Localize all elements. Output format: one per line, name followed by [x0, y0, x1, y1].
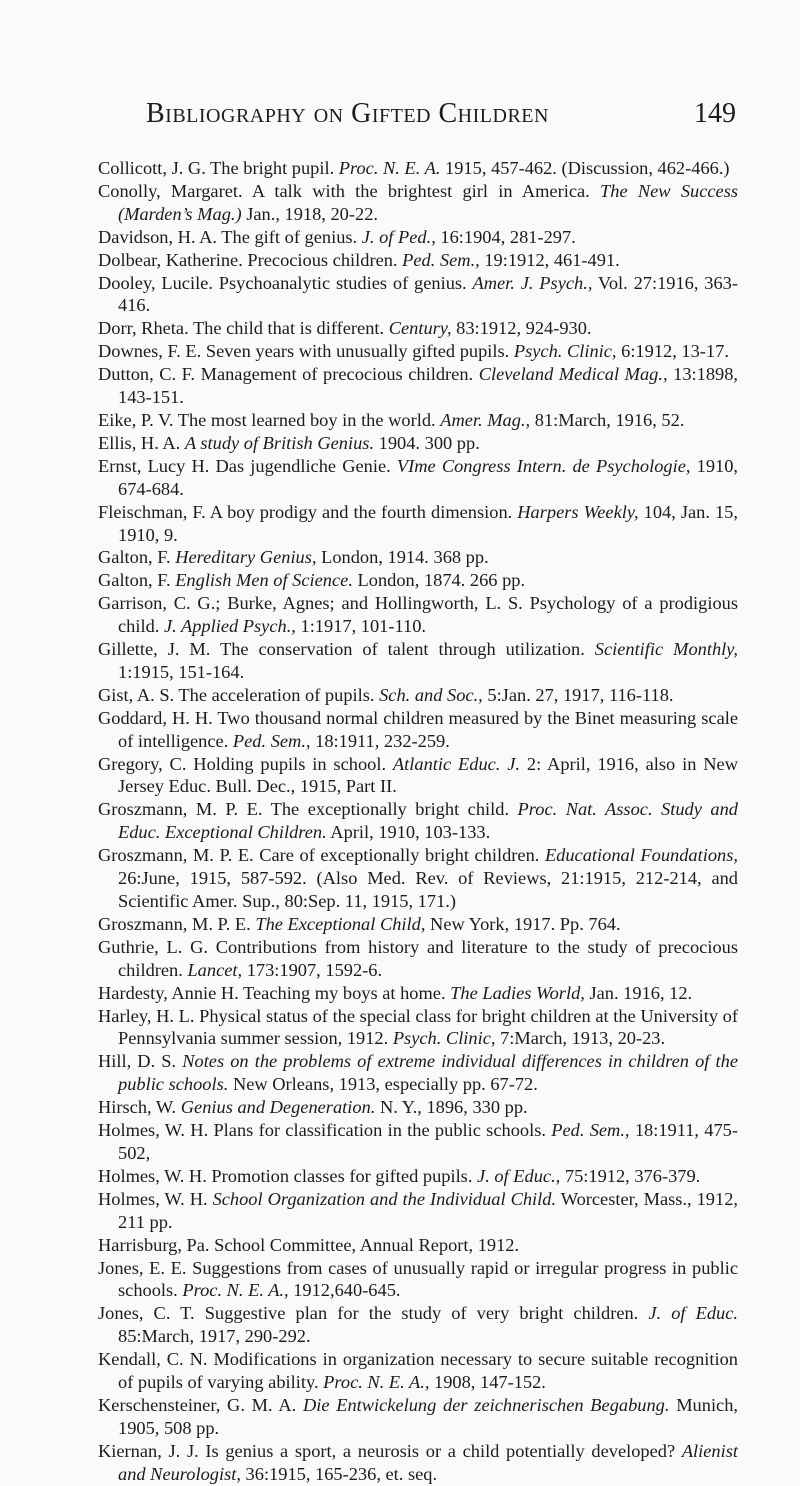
bibliography-entry: Collicott, J. G. The bright pupil. Proc. N. E. A. 1915, 457-462. (Discussion, 462-466.)	[98, 158, 730, 178]
bibliography-entry: Garrison, C. G.; Burke, Agnes; and Hollingworth, L. S. Psychology of a prodigious child. J. Applied Psych., 1:1917, 101-110.	[98, 593, 738, 637]
bibliography-entry: Hirsch, W. Genius and Degeneration. N. Y., 1896, 330 pp.	[98, 1097, 528, 1118]
bibliography-entry: Holmes, W. H. School Organization and the Individual Child. Worcester, Mass., 1912, 211 pp.	[98, 1188, 738, 1232]
bibliography-entry: Guthrie, L. G. Contributions from history and literature to the study of precocious children. Lancet, 173:1907, 1592-6.	[98, 936, 738, 980]
bibliography-entry: Conolly, Margaret. A talk with the brightest girl in America. The New Success (Marden’s Mag.) Jan., 1918, 20-22.	[98, 180, 739, 224]
bibliography-entry: Groszmann, M. P. E. Care of exceptionally bright children. Educational Foundations, 26:June, 1915, 587-592. (Also Med. Rev. of Reviews, 21:1915, 212-214, and Scientific Amer. Sup., 80:Sep. 11, 1915, 171.)	[98, 845, 738, 911]
bibliography-entry: Kiernan, J. J. Is genius a sport, a neurosis or a child potentially developed? Alienist and Neurologist, 36:1915, 165-236, et. seq.	[98, 1440, 738, 1484]
bibliography-entry: Holmes, W. H. Plans for classification in the public schools. Ped. Sem., 18:1911, 475-502,	[98, 1120, 739, 1163]
bibliography-entry: Downes, F. E. Seven years with unusually gifted pupils. Psych. Clinic, 6:1912, 13-17.	[98, 341, 729, 362]
bibliography-entry: Galton, F. Hereditary Genius, London, 1914. 368 pp.	[98, 547, 489, 568]
bibliography-entry: Groszmann, M. P. E. The Exceptional Child, New York, 1917. Pp. 764.	[98, 913, 621, 934]
bibliography-entry: Fleischman, F. A boy prodigy and the fourth dimension. Harpers Weekly, 104, Jan. 15, 1910, 9.	[98, 501, 738, 545]
running-title: Bibliography on Gifted Children	[146, 98, 549, 129]
bibliography-entry: Harrisburg, Pa. School Committee, Annual Report, 1912.	[98, 1234, 520, 1255]
bibliography-entry: Gregory, C. Holding pupils in school. Atlantic Educ. J. 2: April, 1916, also in New Jersey Educ. Bull. Dec., 1915, Part II.	[98, 753, 738, 797]
bibliography-entry: Hardesty, Annie H. Teaching my boys at home. The Ladies World, Jan. 1916, 12.	[98, 982, 693, 1003]
bibliography-entry: Gist, A. S. The acceleration of pupils. Sch. and Soc., 5:Jan. 27, 1917, 116-118.	[98, 684, 674, 705]
page-header	[96, 98, 736, 130]
bibliography-list	[98, 157, 738, 1486]
bibliography-entry: Goddard, H. H. Two thousand normal children measured by the Binet measuring scale of intelligence. Ped. Sem., 18:1911, 232-259.	[98, 707, 738, 751]
bibliography-entry: Dooley, Lucile. Psychoanalytic studies of genius. Amer. J. Psych., Vol. 27:1916, 363-416.	[98, 272, 738, 316]
page-number: 149	[694, 98, 736, 129]
bibliography-entry: Davidson, H. A. The gift of genius. J. of Ped., 16:1904, 281-297.	[98, 226, 576, 247]
bibliography-entry: Dolbear, Katherine. Precocious children. Ped. Sem., 19:1912, 461-491.	[98, 249, 620, 270]
bibliography-entry: Ernst, Lucy H. Das jugendliche Genie. VIme Congress Intern. de Psychologie, 1910, 674-684.	[98, 455, 738, 499]
bibliography-entry: Harley, H. L. Physical status of the special class for bright children at the University of Pennsylvania summer session, 1912. Psych. Clinic, 7:March, 1913, 20-23.	[98, 1005, 738, 1049]
bibliography-entry: Holmes, W. H. Promotion classes for gifted pupils. J. of Educ., 75:1912, 376-379.	[98, 1165, 701, 1186]
bibliography-entry: Galton, F. English Men of Science. London, 1874. 266 pp.	[98, 570, 526, 591]
bibliography-entry: Kendall, C. N. Modifications in organization necessary to secure suitable recognition of pupils of varying ability. Proc. N. E. A., 1908, 147-152.	[98, 1349, 738, 1393]
bibliography-entry: Groszmann, M. P. E. The exceptionally bright child. Proc. Nat. Assoc. Study and Educ. Exceptional Children. April, 1910, 103-133.	[98, 799, 738, 843]
bibliography-entry: Gillette, J. M. The conservation of talent through utilization. Scientific Monthly, 1:1915, 151-164.	[98, 639, 738, 682]
bibliography-entry: Hill, D. S. Notes on the problems of extreme individual differences in children of the public schools. New Orleans, 1913, especially pp. 67-72.	[98, 1051, 738, 1095]
bibliography-entry: Dutton, C. F. Management of precocious children. Cleveland Medical Mag., 13:1898, 143-151.	[98, 364, 739, 408]
bibliography-entry: Ellis, H. A. A study of British Genius. 1904. 300 pp.	[98, 432, 480, 453]
bibliography-entry: Jones, E. E. Suggestions from cases of unusually rapid or irregular progress in public schools. Proc. N. E. A., 1912,640-645.	[98, 1257, 738, 1301]
bibliography-entry: Kerschensteiner, G. M. A. Die Entwickelung der zeichnerischen Begabung. Munich, 1905, 508 pp.	[98, 1394, 739, 1438]
bibliography-entry: Dorr, Rheta. The child that is different. Century, 83:1912, 924-930.	[98, 318, 592, 339]
bibliography-entry: Jones, C. T. Suggestive plan for the study of very bright children. J. of Educ. 85:March, 1917, 290-292.	[98, 1303, 738, 1347]
bibliography-entry: Eike, P. V. The most learned boy in the world. Amer. Mag., 81:March, 1916, 52.	[98, 409, 685, 430]
